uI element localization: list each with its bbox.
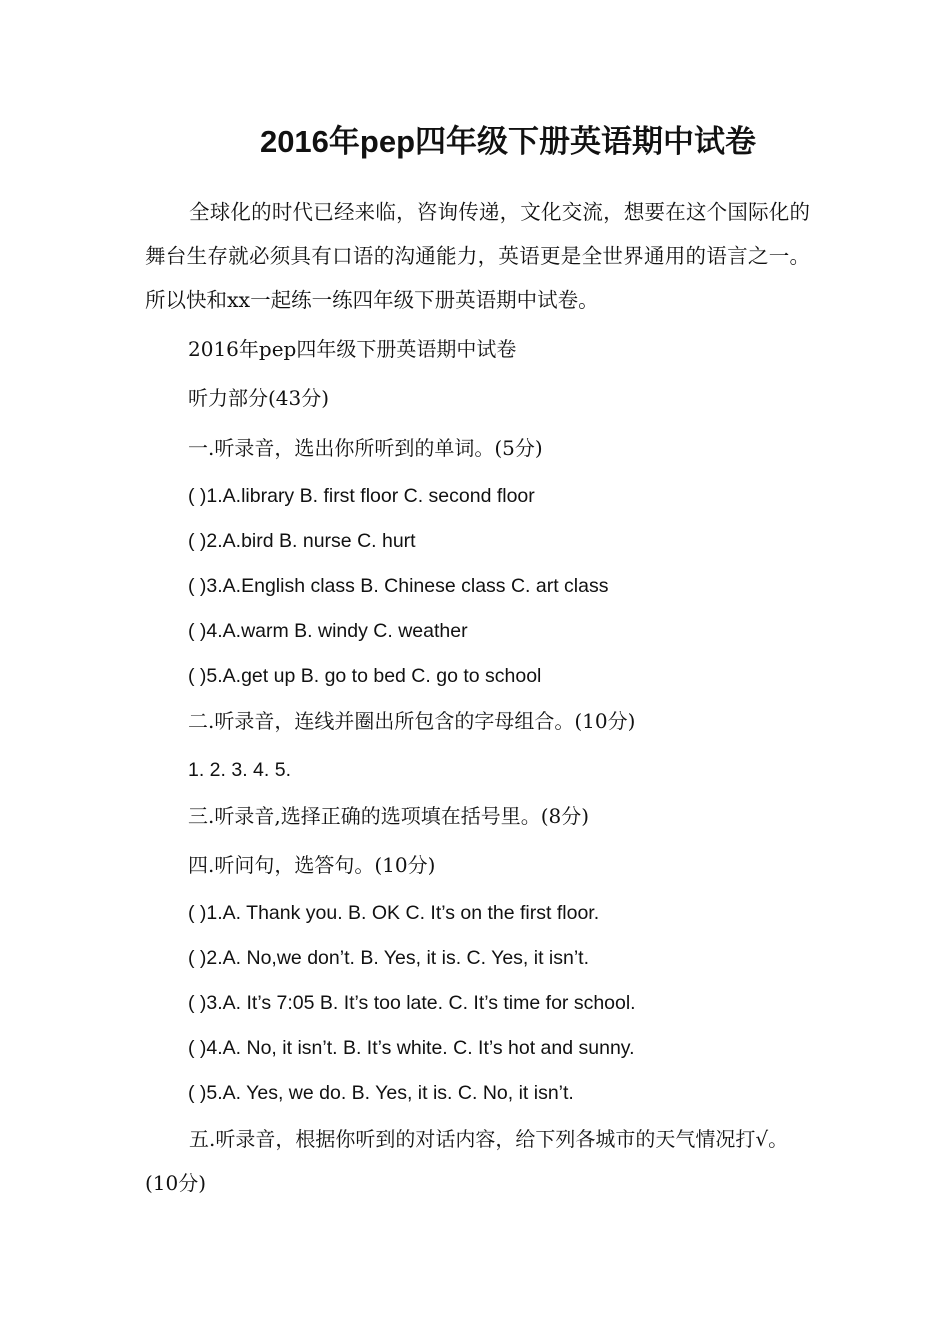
section-1-item: ( )4.A.warm B. windy C. weather <box>188 620 468 642</box>
section-1-item: ( )2.A.bird B. nurse C. hurt <box>188 530 416 552</box>
document-title: 2016年pep四年级下册英语期中试卷 <box>259 124 757 159</box>
section-4-item: ( )1.A. Thank you. B. OK C. It’s on the first floor. <box>188 902 600 924</box>
section-4-item: ( )2.A. No,we don’t. B. Yes, it is. C. Yes, it isn’t. <box>188 947 590 969</box>
section-1-heading: 一.听录音，选出你所听到的单词。(5分) <box>188 436 543 460</box>
listening-heading: 听力部分(43分) <box>188 386 330 410</box>
section-3-heading: 三.听录音,选择正确的选项填在括号里。(8分) <box>188 804 590 828</box>
section-4-item: ( )4.A. No, it isn’t. B. It’s white. C. It’s hot and sunny. <box>188 1037 635 1059</box>
section-5-heading: 五.听录音，根据你听到的对话内容，给下列各城市的天气情况打√。 (10分) <box>145 1127 789 1195</box>
intro-paragraph: 全球化的时代已经来临，咨询传递，文化交流，想要在这个国际化的舞台生存就必须具有口语的沟通能力，英语更是全世界通用的语言之一。所以快和xx一起练一练四年级下册英语期中试卷。 <box>145 200 810 312</box>
section-2-heading: 二.听录音，连线并圈出所包含的字母组合。(10分) <box>188 709 636 733</box>
subtitle: 2016年pep四年级下册英语期中试卷 <box>188 337 517 361</box>
section-4-heading: 四.听问句，选答句。(10分) <box>188 853 436 877</box>
section-2-numbers: 1. 2. 3. 4. 5. <box>188 759 291 781</box>
section-4-item: ( )5.A. Yes, we do. B. Yes, it is. C. No, it isn’t. <box>188 1082 574 1104</box>
section-1-item: ( )3.A.English class B. Chinese class C. art class <box>188 575 609 597</box>
section-1-item: ( )5.A.get up B. go to bed C. go to school <box>188 665 542 687</box>
section-1-item: ( )1.A.library B. first floor C. second floor <box>188 485 535 507</box>
section-4-item: ( )3.A. It’s 7:05 B. It’s too late. C. It’s time for school. <box>188 992 636 1014</box>
